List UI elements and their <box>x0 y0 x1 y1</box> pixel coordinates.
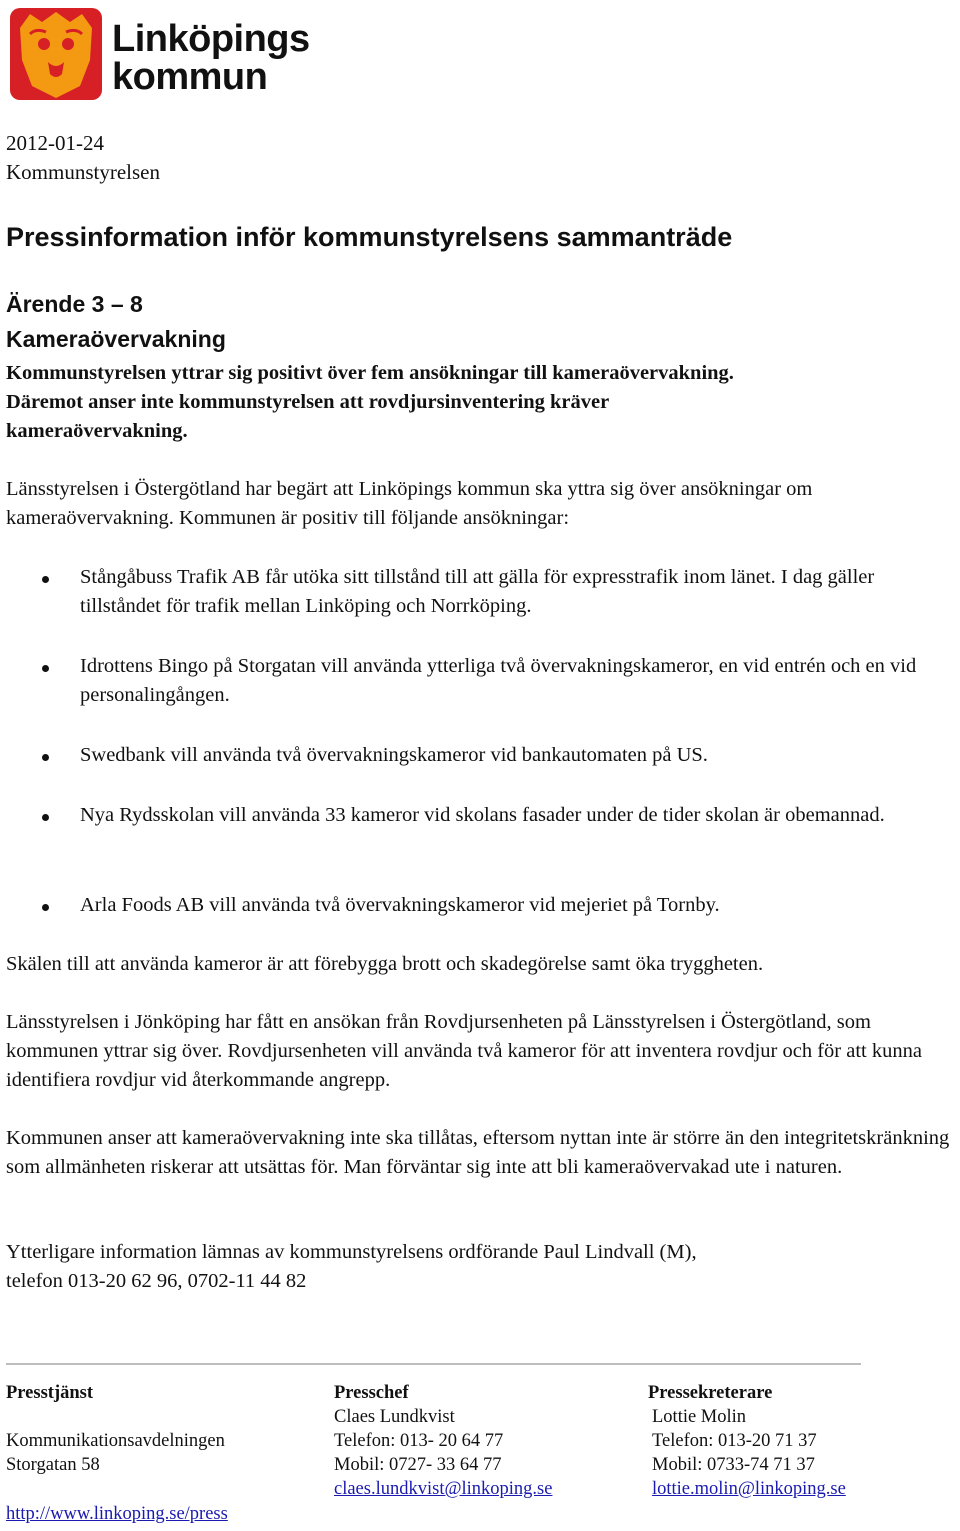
footer-chief-email-link[interactable]: claes.lundkvist@linkoping.se <box>334 1479 553 1499</box>
list-item: Idrottens Bingo på Storgatan vill använda ytterliga två övervakningskameror, en vid entrén och en vid personalingången. <box>80 655 917 706</box>
footer-chief-mobile: Mobil: 0727- 33 64 77 <box>334 1455 502 1475</box>
intro-line-3: kameraövervakning. <box>6 420 188 442</box>
bullet-icon <box>42 904 49 911</box>
footer-secretary-name: Lottie Molin <box>652 1407 747 1427</box>
list-item: Arla Foods AB vill använda två övervakningskameror vid mejeriet på Tornby. <box>80 894 720 916</box>
lion-emblem-icon <box>6 4 106 104</box>
list-item: Nya Rydsskolan vill använda 33 kameror vid skolans fasader under de tider skolan är obemannad. <box>80 804 885 826</box>
document-department: Kommunstyrelsen <box>6 160 160 184</box>
footer-divider <box>6 1363 861 1365</box>
intro-line-2: Däremot anser inte kommunstyrelsen att rovdjursinventering kräver <box>6 391 610 413</box>
paragraph-opinion: Kommunen anser att kameraövervakning inte ska tillåtas, eftersom nyttan inte är större än den integritetskränkning som allmänheten riskerar att utsättas för. Man förväntar sig inte att bli kameraövervakad ute i naturen. <box>6 1127 950 1178</box>
bullet-icon <box>42 814 49 821</box>
footer-chief-name: Claes Lundkvist <box>334 1407 455 1427</box>
paragraph-predator: Länsstyrelsen i Jönköping har fått en ansökan från Rovdjursenheten på Länsstyrelsen i Östergötland, som kommunen yttrar sig över. Rovdjursenheten vill använda två kameror för att inventera rovdjur och för att kunna identifiera rovdjur vid återkommande angrepp. <box>6 1011 922 1091</box>
paragraph-request: Länsstyrelsen i Östergötland har begärt att Linköpings kommun ska yttra sig över ansökningar om kameraövervakning. Kommunen är positiv till följande ansökningar: <box>6 478 813 529</box>
linkoping-logo <box>6 4 326 106</box>
document-date: 2012-01-24 <box>6 131 104 155</box>
footer-organization: Kommunikationsavdelningen <box>6 1431 225 1451</box>
footer-chief-phone: Telefon: 013- 20 64 77 <box>334 1431 504 1451</box>
footer-secretary-mobile: Mobil: 0733-74 71 37 <box>652 1455 815 1475</box>
footer-secretary-phone: Telefon: 013-20 71 37 <box>652 1431 817 1451</box>
list-item: Stångåbuss Trafik AB får utöka sitt tillstånd till att gälla för expresstrafik inom länet. I dag gäller tillståndet för trafik mellan Linköping och Norrköping. <box>80 566 875 617</box>
footer-heading-press-chief: Presschef <box>334 1383 409 1403</box>
contact-info: Ytterligare information lämnas av kommunstyrelsens ordförande Paul Lindvall (M), <box>6 1241 697 1263</box>
case-number: Ärende 3 – 8 <box>6 291 143 317</box>
bullet-icon <box>42 576 49 583</box>
paragraph-reasons: Skälen till att använda kameror är att förebygga brott och skadegörelse samt öka tryggheten. <box>6 953 764 975</box>
logo-text-kommun: kommun <box>112 56 268 98</box>
footer-heading-press-secretary: Pressekreterare <box>648 1383 773 1403</box>
logo-text-linkopings: Linköpings <box>112 18 310 60</box>
footer-heading-press-service: Presstjänst <box>6 1383 94 1403</box>
bullet-icon <box>42 754 49 761</box>
footer-address: Storgatan 58 <box>6 1455 100 1475</box>
intro-line-1: Kommunstyrelsen yttrar sig positivt över fem ansökningar till kameraövervakning. <box>6 362 734 384</box>
footer-press-link[interactable]: http://www.linkoping.se/press <box>6 1504 228 1524</box>
list-item: Swedbank vill använda två övervakningskameror vid bankautomaten på US. <box>80 744 708 766</box>
bullet-icon <box>42 665 49 672</box>
footer-secretary-email-link[interactable]: lottie.molin@linkoping.se <box>652 1479 846 1499</box>
contact-phone: telefon 013-20 62 96, 0702-11 44 82 <box>6 1270 307 1292</box>
case-topic: Kameraövervakning <box>6 326 226 352</box>
page-title: Pressinformation inför kommunstyrelsens sammanträde <box>6 222 733 252</box>
